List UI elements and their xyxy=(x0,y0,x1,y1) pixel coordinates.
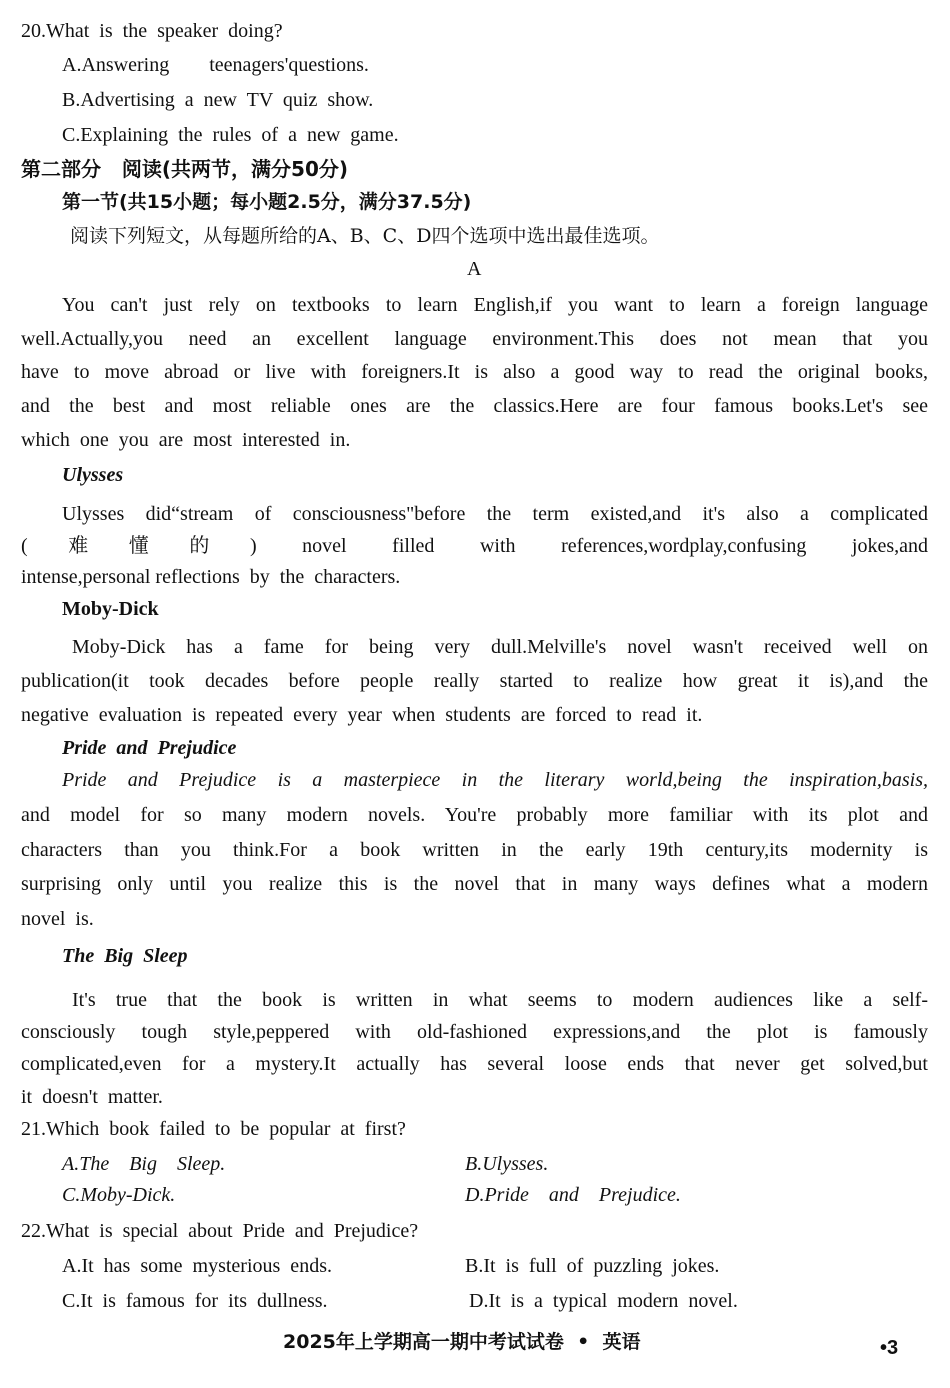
question-20-option-b: B.Advertising a new TV quiz show. xyxy=(62,89,374,111)
question-22-option-a: A.It has some mysterious ends. xyxy=(62,1255,332,1277)
ulysses-title: Ulysses xyxy=(62,464,124,486)
question-21-option-d: D.Pride and Prejudice. xyxy=(465,1184,681,1206)
question-20-stem: 20.What is the speaker doing? xyxy=(21,20,283,42)
question-21-option-c: C.Moby-Dick. xyxy=(62,1184,176,1206)
pride-title: Pride and Prejudice xyxy=(62,737,237,759)
pride-line-5: novel is. xyxy=(21,908,94,930)
sleep-line-1: It's true that the book is written in what seems to modern audiences like a self- xyxy=(72,989,928,1011)
sleep-line-2: consciously tough style,peppered with old-fashioned expressions,and the plot is famously xyxy=(21,1021,928,1043)
part2-heading: 第二部分 阅读(共两节，满分50分) xyxy=(21,157,349,181)
moby-title: Moby-Dick xyxy=(62,598,159,620)
question-22-option-c: C.It is famous for its dullness. xyxy=(62,1290,328,1312)
ulysses-line-2: (难懂的) novel filled with references,wordplay,confusing jokes,and xyxy=(21,535,928,557)
question-22-option-b: B.It is full of puzzling jokes. xyxy=(465,1255,720,1277)
ulysses-line-1: Ulysses did“stream of consciousness"before the term existed,and it's also a complicated xyxy=(62,503,928,525)
pride-line-3: characters than you think.For a book written in the early 19th century,its modernity is xyxy=(21,839,928,861)
instruction: 阅读下列短文，从每题所给的A、B、C、D四个选项中选出最佳选项。 xyxy=(70,225,660,247)
intro-line-3: have to move abroad or live with foreigners.It is also a good way to read the original books, xyxy=(21,361,928,383)
intro-line-1: You can't just rely on textbooks to learn English,if you want to learn a foreign language xyxy=(62,294,928,316)
pride-line-4: surprising only until you realize this is the novel that in many ways defines what a modern xyxy=(21,873,928,895)
moby-line-3: negative evaluation is repeated every year when students are forced to read it. xyxy=(21,704,703,726)
section1-heading: 第一节(共15小题；每小题2.5分，满分37.5分) xyxy=(62,191,472,213)
moby-line-2: publication(it took decades before people really started to realize how great it is),and the xyxy=(21,670,928,692)
question-22-option-d: D.It is a typical modern novel. xyxy=(469,1290,738,1312)
pride-line-1: Pride and Prejudice is a masterpiece in the literary world,being the inspiration,basis, xyxy=(62,769,928,791)
moby-line-1: Moby-Dick has a fame for being very dull.Melville's novel wasn't received well on xyxy=(72,636,928,658)
question-21-option-a: A.The Big Sleep. xyxy=(62,1153,226,1175)
question-20-option-a: A.Answering teenagers'questions. xyxy=(62,54,369,76)
sleep-line-3: complicated,even for a mystery.It actually has several loose ends that never get solved,but xyxy=(21,1053,928,1075)
question-21-option-b: B.Ulysses. xyxy=(465,1153,549,1175)
question-20-option-c: C.Explaining the rules of a new game. xyxy=(62,124,399,146)
passage-label: A xyxy=(467,258,482,280)
sleep-title: The Big Sleep xyxy=(62,945,188,967)
question-22-stem: 22.What is special about Pride and Prejudice? xyxy=(21,1220,419,1242)
intro-line-5: which one you are most interested in. xyxy=(21,429,351,451)
ulysses-line-3: intense,personal reflections by the characters. xyxy=(21,566,401,588)
sleep-line-4: it doesn't matter. xyxy=(21,1086,163,1108)
question-21-stem: 21.Which book failed to be popular at first? xyxy=(21,1118,406,1140)
intro-line-2: well.Actually,you need an excellent language environment.This does not mean that you xyxy=(21,328,928,350)
footer-title: 2025年上学期高一期中考试试卷 • 英语 xyxy=(283,1331,641,1353)
intro-line-4: and the best and most reliable ones are the classics.Here are four famous books.Let's see xyxy=(21,395,928,417)
pride-line-2: and model for so many modern novels. You're probably more familiar with its plot and xyxy=(21,804,928,826)
page-number: •3 xyxy=(880,1337,899,1359)
